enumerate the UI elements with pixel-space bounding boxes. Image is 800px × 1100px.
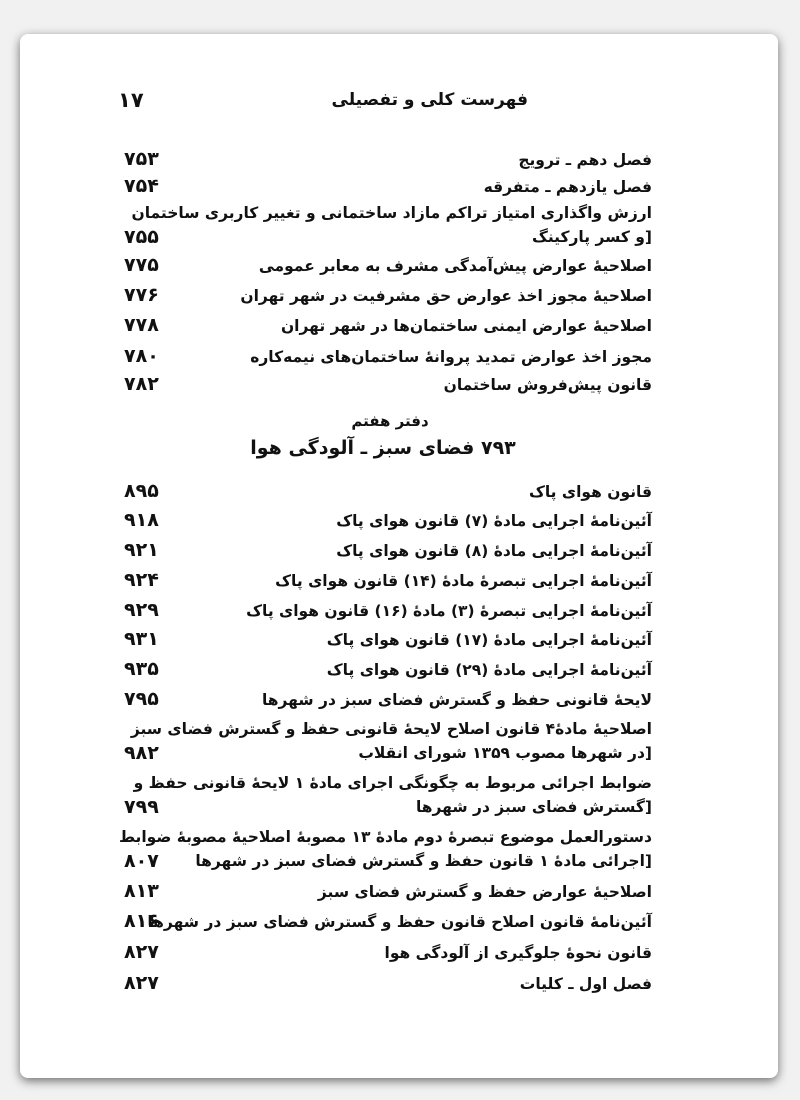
toc-entry (124, 345, 652, 373)
toc-entry (124, 880, 652, 908)
toc-entry-title: قانون نحوهٔ جلوگیری از آلودگی هوا (384, 944, 652, 962)
toc-entry (124, 910, 652, 938)
toc-entry-page: ۹۲۱ (124, 539, 159, 561)
toc-entry-title-continued: [در شهرها مصوب ۱۳۵۹ شورای انقلاب (358, 744, 652, 762)
header-page-number: ۱۷ (118, 88, 144, 112)
toc-entry (124, 204, 652, 258)
toc-entry-page: ۷۹۹ (124, 796, 159, 818)
toc-entry-title: آئین‌نامهٔ اجرایی تبصرهٔ (۳) مادهٔ (۱۶) قانون هوای پاک (246, 602, 652, 620)
toc-entry-title: اصلاحیهٔ مادهٔ۴ قانون اصلاح لایحهٔ قانونی حفظ و گسترش فضای سبز (130, 720, 652, 738)
toc-entry-title-continued: [گسترش فضای سبز در شهرها (415, 798, 652, 816)
section-title-text: فضای سبز ـ آلودگی هوا (250, 437, 475, 459)
toc-entry (124, 688, 652, 716)
toc-entry (124, 314, 652, 342)
toc-entry-title: ضوابط اجرائی مربوط به چگونگی اجرای مادهٔ ۱ لایحهٔ قانونی حفظ و (133, 774, 652, 792)
toc-entry (124, 774, 652, 828)
toc-entry-page: ۹۲۹ (124, 599, 159, 621)
toc-entry (124, 569, 652, 597)
toc-entry-page: ۸۹۵ (124, 480, 159, 502)
toc-entry-title: آئین‌نامهٔ اجرایی مادهٔ (۱۷) قانون هوای پاک (326, 631, 652, 649)
toc-entry-page: ۷۸۲ (124, 373, 159, 395)
toc-entry-page: ۹۳۵ (124, 658, 159, 680)
toc-entry-title: لایحهٔ قانونی حفظ و گسترش فضای سبز در شهرها (261, 691, 652, 709)
toc-entry (124, 284, 652, 312)
toc-entry (124, 373, 652, 401)
toc-entry-page: ۸۲۷ (124, 972, 159, 994)
toc-entry-page: ۹۸۲ (124, 742, 159, 764)
toc-entry (124, 941, 652, 969)
toc-entry-page: ۷۵۵ (124, 226, 159, 248)
toc-entry-title: آئین‌نامهٔ اجرایی مادهٔ (۲۹) قانون هوای پاک (326, 661, 652, 679)
toc-entry-title: قانون هوای پاک (528, 483, 652, 501)
toc-entry-title: آئین‌نامهٔ قانون اصلاح قانون حفظ و گسترش فضای سبز در شهرها (147, 913, 652, 931)
section-label: دفتر هفتم (351, 412, 429, 430)
toc-entry-title: اصلاحیهٔ عوارض ایمنی ساختمان‌ها در شهر تهران (280, 317, 652, 335)
toc-entry (124, 148, 652, 176)
running-header (118, 88, 678, 114)
section-title (120, 437, 660, 459)
toc-entry-page: ۷۷۵ (124, 254, 159, 276)
toc-entry-title: مجوز اخذ عوارض تمدید پروانهٔ ساختمان‌های نیمه‌کاره (250, 348, 652, 366)
toc-entry-page: ۷۷۸ (124, 314, 159, 336)
toc-entry-title: اصلاحیهٔ مجوز اخذ عوارض حق مشرفیت در شهر تهران (240, 287, 652, 305)
toc-entry (124, 539, 652, 567)
toc-entry (124, 972, 652, 1000)
toc-entry-title: ارزش واگذاری امتیاز تراکم مازاد ساختمانی و تغییر کاربری ساختمان (131, 204, 652, 222)
toc-entry (124, 175, 652, 203)
toc-entry-title: فصل اول ـ کلیات (519, 975, 652, 993)
toc-entry (124, 254, 652, 282)
section-title-page: ۷۹۳ (480, 437, 516, 459)
toc-entry-page: ۷۷۶ (124, 284, 159, 306)
toc-entry-page: ۸۲۷ (124, 941, 159, 963)
toc-entry-title-continued: [اجرائی مادهٔ ۱ قانون حفظ و گسترش فضای سبز در شهرها (195, 852, 652, 870)
toc-entry-page: ۹۳۱ (124, 628, 159, 650)
toc-entry-title: دستورالعمل موضوع تبصرهٔ دوم مادهٔ ۱۳ مصوبهٔ اصلاحیهٔ مصوبهٔ ضوابط (118, 828, 652, 846)
toc-entry-page: ۷۵۴ (124, 175, 159, 197)
toc-entry (124, 509, 652, 537)
toc-entry (124, 480, 652, 508)
toc-entry-page: ۷۹۵ (124, 688, 159, 710)
toc-entry-page: ۸۱۶ (124, 910, 159, 932)
toc-entry-title: آئین‌نامهٔ اجرایی مادهٔ (۷) قانون هوای پاک (336, 512, 652, 530)
toc-entry-page: ۷۵۳ (124, 148, 159, 170)
toc-entry-title: اصلاحیهٔ عوارض پیش‌آمدگی مشرف به معابر عمومی (258, 257, 652, 275)
header-title: فهرست کلی و تفصیلی (331, 90, 528, 110)
toc-entry-title: فصل یازدهم ـ متفرقه (483, 178, 652, 196)
toc-entry-page: ۹۲۴ (124, 569, 159, 591)
toc-entry-page: ۸۱۳ (124, 880, 159, 902)
toc-entry-title: اصلاحیهٔ عوارض حفظ و گسترش فضای سبز (317, 883, 652, 901)
toc-entry (118, 828, 652, 882)
toc-entry-page: ۸۰۷ (124, 850, 159, 872)
toc-entry-title: آئین‌نامهٔ اجرایی تبصرهٔ مادهٔ (۱۴) قانون هوای پاک (275, 572, 652, 590)
toc-entry-title-continued: [و کسر پارکینگ (531, 228, 652, 246)
toc-entry-page: ۹۱۸ (124, 509, 159, 531)
toc-entry (124, 720, 652, 774)
toc-entry-title: فصل دهم ـ ترویج (518, 151, 652, 169)
toc-entry-title: آئین‌نامهٔ اجرایی مادهٔ (۸) قانون هوای پاک (336, 542, 652, 560)
toc-entry (124, 628, 652, 656)
toc-entry-page: ۷۸۰ (124, 345, 159, 367)
toc-entry-title: قانون پیش‌فروش ساختمان (443, 376, 652, 394)
toc-entry (124, 658, 652, 686)
toc-entry (124, 599, 652, 627)
